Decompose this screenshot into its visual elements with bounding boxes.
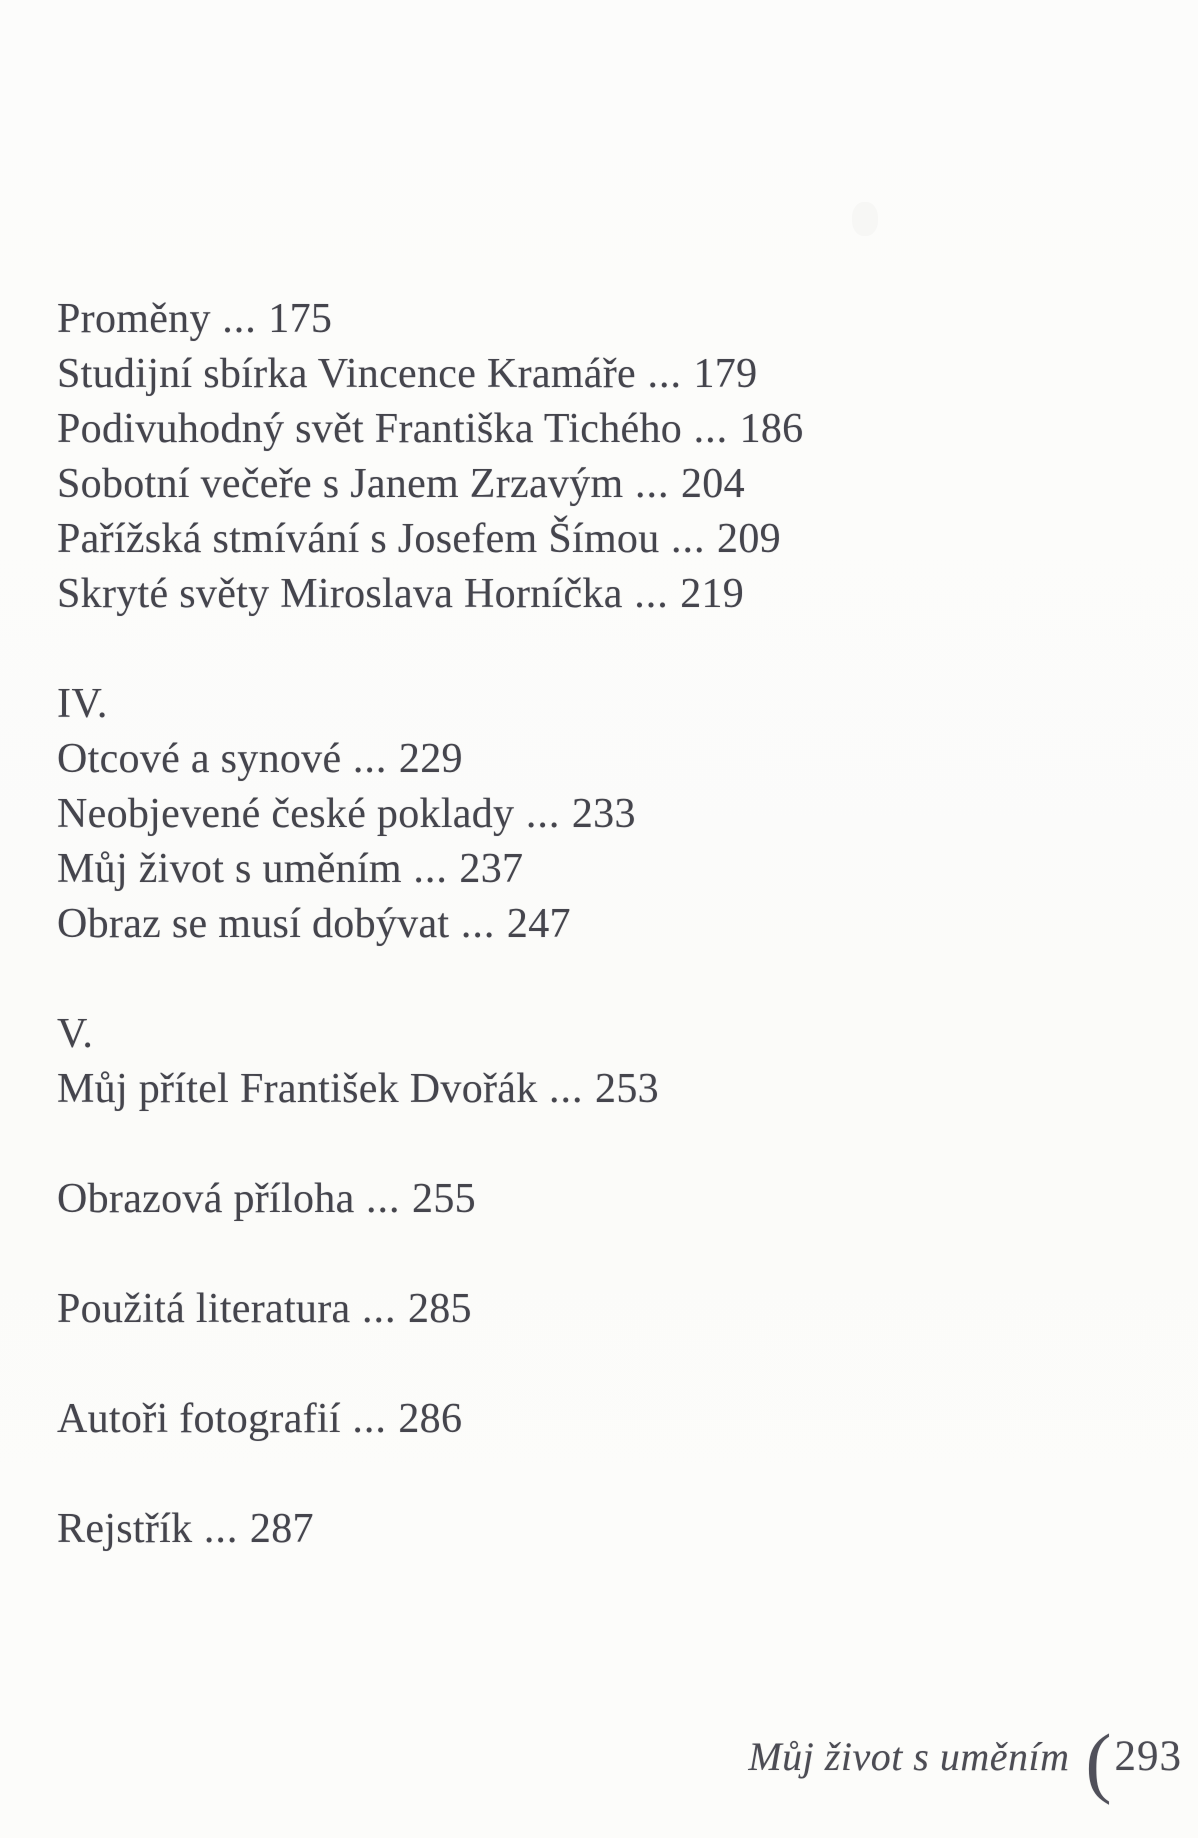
toc-entry-separator: ... [514,791,572,837]
toc-entry-separator: ... [659,516,718,562]
toc-entry [57,512,1158,567]
toc-gap [57,1447,1158,1502]
running-title: Můj život s uměním [748,1734,1070,1779]
page-footer: Můj život s uměním ( 293 [748,1718,1182,1805]
toc-entry-separator: ... [682,406,740,452]
toc-entry-title: Neobjevené české poklady [57,791,515,837]
toc-entry-page-number: 175 [268,296,333,342]
toc-entry-separator: ... [340,1396,399,1442]
toc-section-heading: V. [57,1011,94,1057]
toc-entry-title: Použitá literatura [57,1286,351,1332]
toc-entry-separator: ... [622,571,681,617]
toc-gap [57,1117,1158,1172]
toc-entry-separator: ... [623,461,681,507]
toc-entry-title: Pařížská stmívání s Josefem Šímou [57,516,660,562]
toc-entry-title: Můj přítel František Dvořák [57,1066,538,1112]
toc-entry [57,787,1158,842]
toc-entry-page-number: 286 [398,1396,463,1442]
toc-entry [57,457,1158,512]
toc-entry-page-number: 219 [680,571,745,617]
table-of-contents [57,292,1158,1557]
toc-entry-separator: ... [537,1066,596,1112]
toc-entry-title: Proměny [57,296,211,342]
toc-entry-separator: ... [401,846,460,892]
toc-entry-title: Obrazová příloha [57,1176,355,1222]
toc-entry [57,1062,1158,1117]
toc-entry-page-number: 287 [249,1506,314,1552]
toc-entry-page-number: 237 [459,846,524,892]
toc-entry [57,402,1158,457]
toc-entry [57,1502,1158,1557]
toc-gap [57,1337,1158,1392]
toc-section-heading: IV. [57,681,108,727]
toc-entry-page-number: 209 [717,516,781,562]
toc-entry-page-number: 186 [739,406,804,452]
toc-entry [57,1282,1158,1337]
toc-entry-separator: ... [449,901,507,947]
toc-entry-title: Studijní sbírka Vincence Kramáře [57,351,636,397]
footer-page-number: 293 [1114,1733,1182,1780]
toc-entry-separator: ... [350,1286,408,1332]
toc-gap [57,622,1158,677]
toc-entry-page-number: 233 [571,791,636,837]
toc-entry-separator: ... [192,1506,250,1552]
toc-entry-separator: ... [354,1176,413,1222]
toc-entry [57,897,1158,952]
toc-entry [57,1392,1158,1447]
toc-entry-separator: ... [341,736,399,782]
toc-gap [57,1227,1158,1282]
toc-gap [57,952,1158,1007]
scan-artifact [852,202,878,236]
toc-entry [57,1172,1158,1227]
toc-entry [57,732,1158,787]
toc-entry-title: Obraz se musí dobývat [57,901,450,947]
toc-entry-title: Sobotní večeře s Janem Zrzavým [57,461,624,507]
toc-entry [57,347,1158,402]
toc-entry [57,842,1158,897]
toc-entry-title: Rejstřík [57,1506,193,1552]
toc-entry-title: Otcové a synové [57,736,342,782]
toc-entry-page-number: 255 [412,1176,476,1222]
toc-entry [57,292,1158,347]
toc-entry-page-number: 253 [595,1066,659,1112]
toc-entry-page-number: 247 [506,901,571,947]
toc-entry-page-number: 204 [680,461,745,507]
toc-entry-title: Podivuhodný svět Františka Tichého [57,406,683,452]
toc-entry-title: Můj život s uměním [57,846,402,892]
toc-entry-separator: ... [210,296,269,342]
toc-entry [57,567,1158,622]
toc-entry-page-number: 179 [693,351,758,397]
toc-entry-title: Skryté světy Miroslava Horníčka [57,571,623,617]
toc-entry-title: Autoři fotografií [57,1396,341,1442]
toc-entry-separator: ... [635,351,694,397]
toc-entry-page-number: 229 [398,736,463,782]
toc-entry-page-number: 285 [407,1286,472,1332]
